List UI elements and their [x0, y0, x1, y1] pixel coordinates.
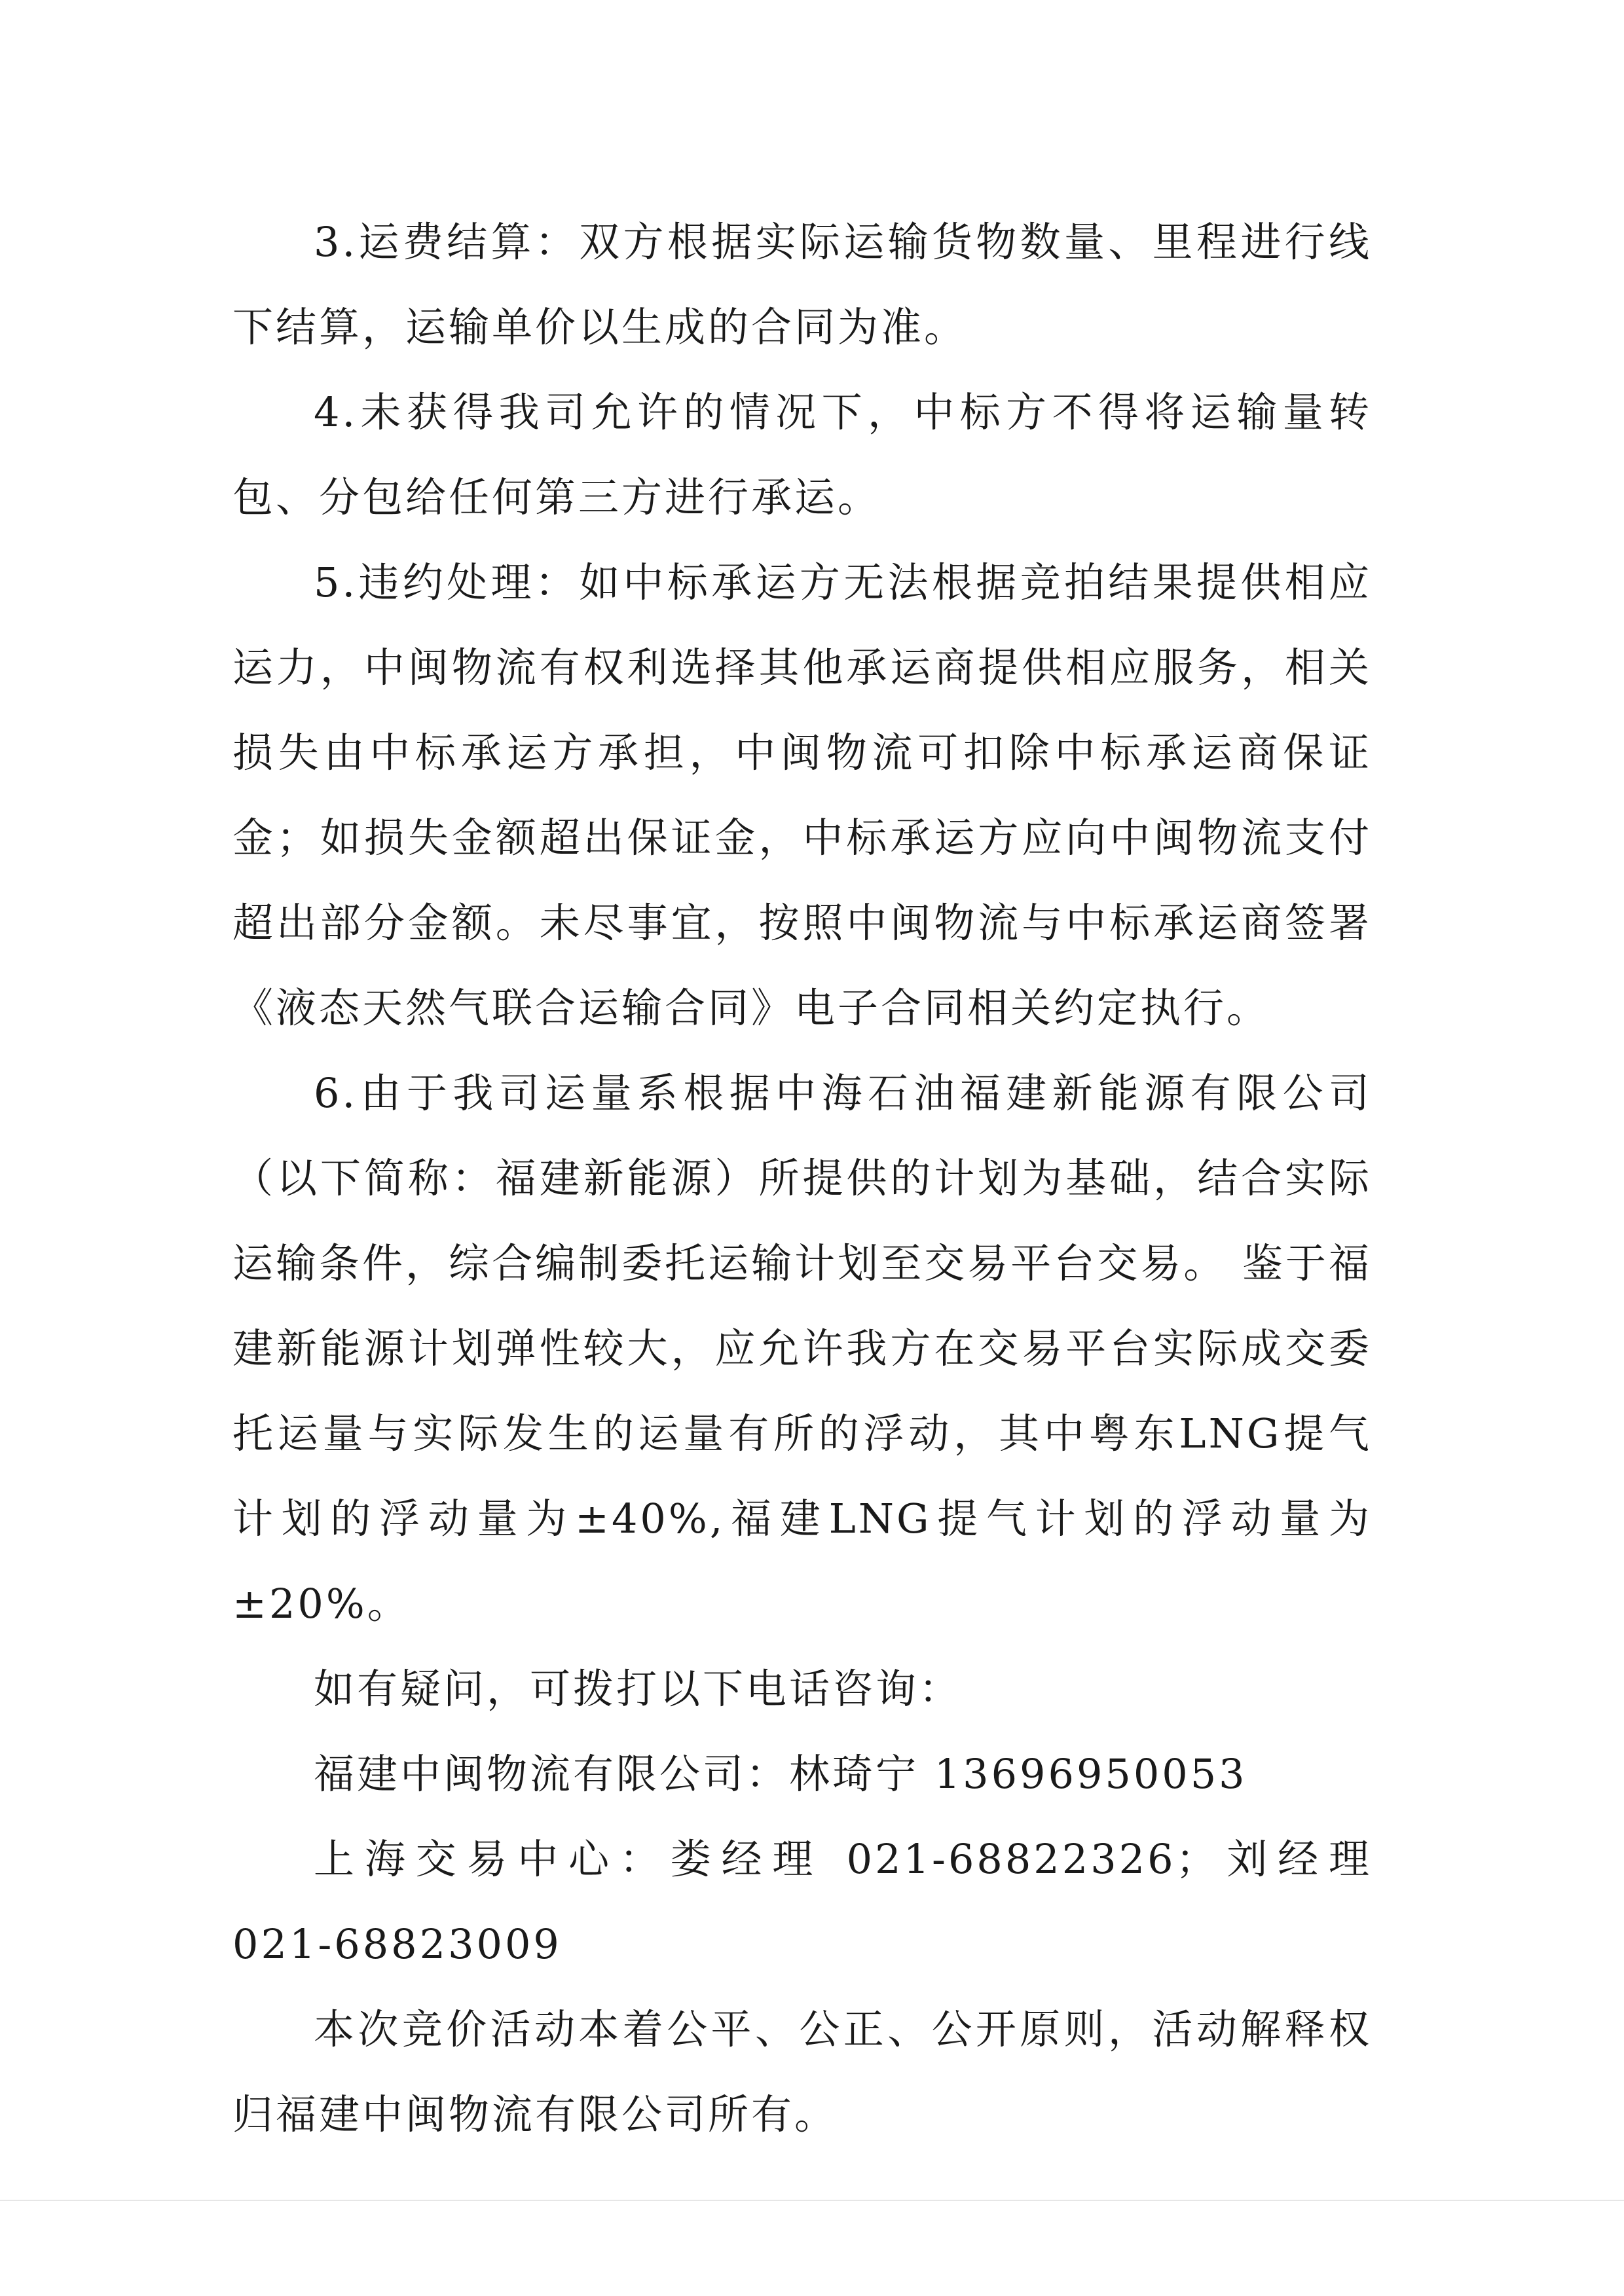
contact-shanghai-exchange: 上海交易中心：娄经理 021-68822326；刘经理 021-68823009 [232, 1835, 1372, 1968]
contact-intro: 如有疑问，可拨打以下电话咨询： [314, 1665, 963, 1713]
clause-freight-settlement: 3.运费结算：双方根据实际运输货物数量、里程进行线下结算，运输单价以生成的合同为准。 [232, 218, 1372, 351]
clause-volume-fluctuation: 6.由于我司运量系根据中海石油福建新能源有限公司（以下简称：福建新能源）所提供的计划为基础，结合实际运输条件，综合编制委托运输计划至交易平台交易。 鉴于福建新能源计划弹性较大，应允许我方在交易平台实际成交委托运量与实际发生的运量有所的浮动，其中粤东LNG提气计划的浮动量为±40%,福建LNG提气计划的浮动量为±20%。 [232, 1069, 1372, 1628]
contact-fujian-zhongmin: 福建中闽物流有限公司：林琦宁 13696950053 [314, 1750, 1247, 1798]
closing-statement: 本次竞价活动本着公平、公正、公开原则，活动解释权归福建中闽物流有限公司所有。 [232, 2005, 1372, 2138]
document-body [232, 200, 1372, 2157]
scan-edge-line [0, 2200, 1624, 2201]
clause-no-subcontracting: 4.未获得我司允许的情况下，中标方不得将运输量转包、分包给任何第三方进行承运。 [232, 388, 1372, 521]
clause-breach-handling: 5.违约处理：如中标承运方无法根据竞拍结果提供相应运力，中闽物流有权利选择其他承运商提供相应服务，相关损失由中标承运方承担，中闽物流可扣除中标承运商保证金；如损失金额超出保证金，中标承运方应向中闽物流支付超出部分金额。未尽事宜，按照中闽物流与中标承运商签署《液态天然气联合运输合同》电子合同相关约定执行。 [232, 558, 1372, 1032]
